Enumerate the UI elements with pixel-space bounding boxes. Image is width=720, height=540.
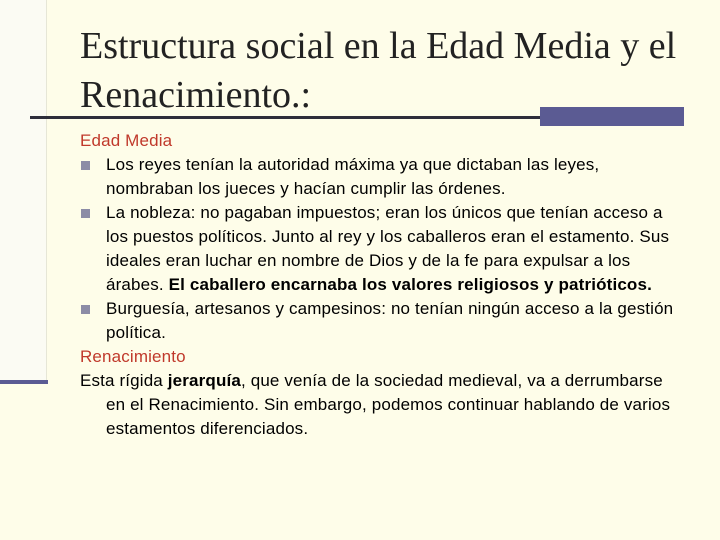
renacimiento-paragraph (80, 369, 685, 441)
square-bullet-icon (81, 161, 90, 170)
square-bullet-icon (81, 209, 90, 218)
square-bullet-icon (81, 305, 90, 314)
slide-title: Estructura social en la Edad Media y el Renacimiento.: (80, 25, 677, 116)
bullet-item (80, 153, 685, 201)
bullet-text: La nobleza: no pagaban impuestos; eran los únicos que tenían acceso a los puestos políticos. Junto al rey y los caballeros eran el estamento. Sus ideales eran luchar en nombre de Dios y de la fe para expulsar a los árabes. (106, 203, 670, 294)
paragraph-prefix: Esta rígida (80, 371, 168, 390)
slide-body (80, 129, 685, 441)
bullet-text: Los reyes tenían la autoridad máxima ya que dictaban las leyes, nombraban los jueces y hacían cumplir las órdenes. (106, 155, 600, 198)
bullet-item (80, 297, 685, 345)
paragraph-bold: jerarquía (167, 371, 241, 390)
left-decor-bar (0, 0, 47, 383)
bullet-bold-text: El caballero encarnaba los valores religiosos y patrióticos. (168, 275, 652, 294)
left-decor-accent (0, 380, 48, 384)
bullet-text: Burguesía, artesanos y campesinos: no tenían ningún acceso a la gestión política. (106, 299, 674, 342)
section-heading-edad-media: Edad Media (80, 131, 173, 150)
title-underline-accent (540, 107, 684, 126)
bullet-item (80, 201, 685, 297)
paragraph-suffix: , que venía de la sociedad medieval, va a derrumbarse en el Renacimiento. Sin embargo, podemos continuar hablando de varios estamentos diferenciados. (106, 371, 671, 438)
section-heading-renacimiento: Renacimiento (80, 347, 186, 366)
